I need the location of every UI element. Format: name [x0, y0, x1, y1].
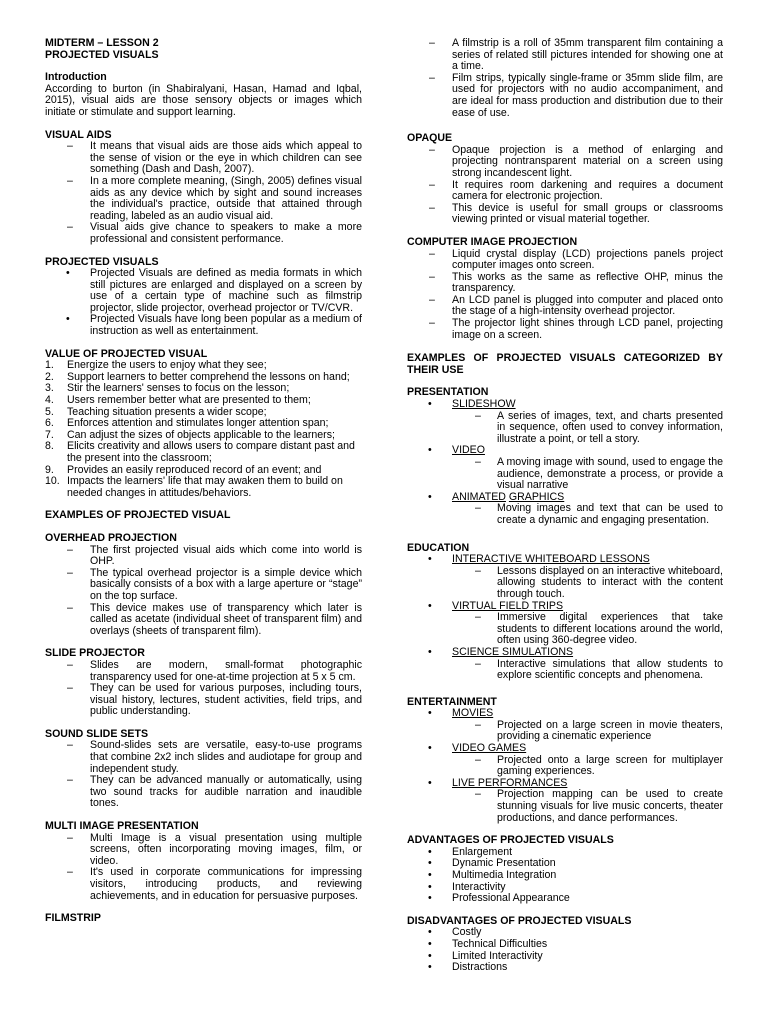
- list-item: – This device makes use of transparency which later is called as acetate (individual sheet of transparent film) and overlays (sheets of transparent film).: [45, 603, 362, 638]
- list-item: – This device is useful for small groups or classrooms viewing printed or visual material together.: [407, 203, 723, 226]
- list-item: [407, 647, 723, 682]
- list-item: • Interactivity: [407, 882, 723, 894]
- list-item: [407, 778, 723, 824]
- presentation-heading: PRESENTATION: [407, 386, 489, 399]
- projected-visuals-section: [45, 257, 362, 338]
- list-item: – Sound-slides sets are versatile, easy-to-use programs that combine 2x2 inch slides and audiotape for group and independent study.: [45, 740, 362, 775]
- disadvantages-section: [407, 916, 723, 974]
- presentation-section: [407, 387, 723, 526]
- document-title: MIDTERM – LESSON 2: [45, 37, 159, 49]
- list-item: – It's used in corporate communications for impressing visitors, introducing products, and reviewing achievements, and in education for persuasive purposes.: [45, 867, 362, 902]
- category-description: – Lessons displayed on an interactive whiteboard, allowing students to interact with the content through touch.: [452, 566, 723, 601]
- list-item: • Multimedia Integration: [407, 870, 723, 882]
- visual-aids-section: [45, 130, 362, 246]
- disadvantages-heading: DISADVANTAGES OF PROJECTED VISUALS: [407, 914, 632, 927]
- list-item: • Costly: [407, 927, 723, 939]
- list-item: – Slides are modern, small-format photographic transparency used for one-at-time projection at 5 x 5 cm.: [45, 660, 362, 683]
- overhead-section: [45, 533, 362, 637]
- list-item: – In a more complete meaning, (Singh, 2005) defines visual aids as any device which by sight and sound increases the individual's practice, outside that attained through reading, labeled as an audio visual aid.: [45, 176, 362, 222]
- category-label: GRAPHICS: [508, 490, 565, 503]
- left-column: [45, 38, 362, 925]
- list-item: • Enlargement: [407, 847, 723, 859]
- list-item: – A filmstrip is a roll of 35mm transparent film containing a series of related still pictures intended for showing one at a time.: [407, 38, 723, 73]
- opaque-list: [407, 145, 723, 226]
- value-list: [45, 360, 362, 499]
- list-item: 10. Impacts the learners' life that may awaken them to build on needed changes in attitudes/behaviors.: [45, 475, 343, 499]
- list-item: 2. Support learners to better comprehend the lessons on hand;: [45, 370, 350, 383]
- opaque-heading: OPAQUE: [407, 132, 453, 145]
- category-description: – A moving image with sound, used to engage the audience, demonstrate a process, or provide a visual narrative: [452, 457, 723, 492]
- value-section: [45, 349, 362, 500]
- entertainment-heading: ENTERTAINMENT: [407, 695, 497, 708]
- introduction-heading: Introduction: [45, 71, 107, 84]
- list-item: – Film strips, typically single-frame or 35mm slide film, are used for projectors with no audio accompaniment, and are ideal for mass production and distribution due to their ease of use.: [407, 73, 723, 119]
- visual-aids-list: [45, 141, 362, 245]
- list-item: • Projected Visuals have long been popular as a medium of instruction as well as entertainment.: [45, 314, 362, 337]
- list-item: – Multi Image is a visual presentation using multiple screens, often incorporating moving images, film, or video.: [45, 833, 362, 868]
- category-description: – Projection mapping can be used to create stunning visuals for live music concerts, theater productions, and dance performances.: [452, 789, 723, 824]
- category-label: VIRTUAL FIELD TRIPS: [452, 599, 564, 612]
- sound-slide-list: [45, 740, 362, 810]
- list-item: • Projected Visuals are defined as media formats in which still pictures are enlarged and displayed on a screen by use of a certain type of machine such as filmstrip projector, slide projector, overhead projector or TV/CVR.: [45, 268, 362, 314]
- sound-slide-section: [45, 729, 362, 810]
- slide-section: [45, 648, 362, 718]
- computer-list: [407, 249, 723, 342]
- list-item: 7. Can adjust the sizes of objects applicable to the learners;: [45, 428, 335, 441]
- education-section: [407, 543, 723, 682]
- document-subtitle: PROJECTED VISUALS: [45, 48, 159, 61]
- list-item: – Visual aids give chance to speakers to make a more professional and consistent performance.: [45, 222, 362, 245]
- presentation-list: [407, 399, 723, 527]
- list-item: 9. Provides an easily reproduced record of an event; and: [45, 463, 322, 476]
- category-label: VIDEO: [452, 444, 485, 457]
- introduction-text: According to burton (in Shabiralyani, Hasan, Hamad and Iqbal, 2015), visual aids are those sensory objects or images which initiate or stimulate and support learning.: [45, 82, 362, 118]
- categorized-heading: EXAMPLES OF PROJECTED VISUALS CATEGORIZED BY THEIR USE: [407, 352, 723, 376]
- multi-image-list: [45, 833, 362, 903]
- category-description: – Projected on a large screen in movie theaters, providing a cinematic experience: [452, 720, 723, 743]
- value-heading: VALUE OF PROJECTED VISUAL: [45, 347, 208, 360]
- filmstrip-list: [407, 38, 723, 119]
- list-item: [407, 743, 723, 778]
- right-column: [407, 38, 723, 974]
- overhead-list: [45, 545, 362, 638]
- list-item: 3. Stir the learners' senses to focus on the lesson;: [45, 382, 290, 395]
- list-item: • Limited Interactivity: [407, 951, 723, 963]
- entertainment-section: [407, 697, 723, 825]
- list-item: – Opaque projection is a method of enlarging and projecting nontransparent material on a screen using strong incandescent light.: [407, 145, 723, 180]
- list-item: – They can be used for various purposes, including tours, visual history, lectures, student activities, field trips, and public understanding.: [45, 683, 362, 718]
- advantages-list: [407, 847, 723, 905]
- projected-visuals-list: [45, 268, 362, 338]
- list-item: [407, 554, 723, 600]
- list-item: • Technical Difficulties: [407, 939, 723, 951]
- projected-visuals-heading: PROJECTED VISUALS: [45, 255, 159, 268]
- category-label: SCIENCE SIMULATIONS: [452, 645, 574, 658]
- advantages-heading: ADVANTAGES OF PROJECTED VISUALS: [407, 834, 614, 847]
- list-item: [407, 708, 723, 743]
- education-list: [407, 554, 723, 682]
- education-heading: EDUCATION: [407, 541, 470, 554]
- list-item: – It means that visual aids are those aids which appeal to the sense of vision or the eye in which children can see something (Dash and Dash, 2007).: [45, 141, 362, 176]
- introduction-section: [45, 72, 362, 118]
- category-label: INTERACTIVE WHITEBOARD LESSONS: [452, 553, 650, 566]
- examples-heading: EXAMPLES OF PROJECTED VISUAL: [45, 509, 231, 522]
- category-label: SLIDESHOW: [452, 398, 516, 411]
- category-description: – Immersive digital experiences that take students to different locations around the world, often using 360-degree video.: [452, 612, 723, 647]
- list-item: – The typical overhead projector is a simple device which basically consists of a box with a large aperture or “stage” on the top surface.: [45, 568, 362, 603]
- overhead-heading: OVERHEAD PROJECTION: [45, 531, 177, 544]
- list-item: – An LCD panel is plugged into computer and placed onto the stage of a high-intensity overhead projector.: [407, 295, 723, 318]
- sound-slide-heading: SOUND SLIDE SETS: [45, 727, 149, 740]
- category-label: ANIMATED: [452, 490, 506, 503]
- list-item: [407, 445, 723, 491]
- multi-image-heading: MULTI IMAGE PRESENTATION: [45, 820, 199, 833]
- list-item: • Distractions: [407, 962, 723, 974]
- advantages-section: [407, 835, 723, 905]
- list-item: 6. Enforces attention and stimulates longer attention span;: [45, 417, 329, 430]
- list-item: – The first projected visual aids which come into world is OHP.: [45, 545, 362, 568]
- category-description: – Moving images and text that can be used to create a dynamic and engaging presentation.: [452, 503, 723, 526]
- computer-section: [407, 237, 723, 341]
- category-label: VIDEO GAMES: [452, 742, 527, 755]
- category-description: – Interactive simulations that allow students to explore scientific concepts and phenomena.: [452, 659, 723, 682]
- list-item: – It requires room darkening and requires a document camera for electronic projection.: [407, 180, 723, 203]
- category-label: MOVIES: [452, 707, 494, 720]
- list-item: [407, 492, 723, 527]
- list-item: 5. Teaching situation presents a wider scope;: [45, 405, 267, 418]
- category-description: – A series of images, text, and charts presented in sequence, often used to convey information, illustrate a point, or tell a story.: [452, 411, 723, 446]
- list-item: – Liquid crystal display (LCD) projections panels project computer images onto screen.: [407, 249, 723, 272]
- list-item: 8. Elicits creativity and allows users to compare distant past and the present into the classroom;: [45, 440, 355, 464]
- list-item: – The projector light shines through LCD panel, projecting image on a screen.: [407, 318, 723, 341]
- filmstrip-heading: FILMSTRIP: [45, 912, 101, 925]
- multi-image-section: [45, 821, 362, 902]
- category-label: LIVE PERFORMANCES: [452, 776, 568, 789]
- entertainment-list: [407, 708, 723, 824]
- list-item: 1. Energize the users to enjoy what they see;: [45, 359, 267, 372]
- slide-heading: SLIDE PROJECTOR: [45, 647, 145, 660]
- list-item: – This works as the same as reflective OHP, minus the transparency.: [407, 272, 723, 295]
- list-item: – They can be advanced manually or automatically, using two sound tracks for audible narration and inaudible tones.: [45, 775, 362, 810]
- disadvantages-list: [407, 927, 723, 973]
- list-item: • Dynamic Presentation: [407, 858, 723, 870]
- slide-list: [45, 660, 362, 718]
- computer-heading: COMPUTER IMAGE PROJECTION: [407, 235, 578, 248]
- list-item: [407, 601, 723, 647]
- category-description: – Projected onto a large screen for multiplayer gaming experiences.: [452, 755, 723, 778]
- visual-aids-heading: VISUAL AIDS: [45, 128, 112, 141]
- opaque-section: [407, 133, 723, 226]
- list-item: • Professional Appearance: [407, 893, 723, 905]
- list-item: [407, 399, 723, 445]
- list-item: 4. Users remember better what are presented to them;: [45, 394, 311, 407]
